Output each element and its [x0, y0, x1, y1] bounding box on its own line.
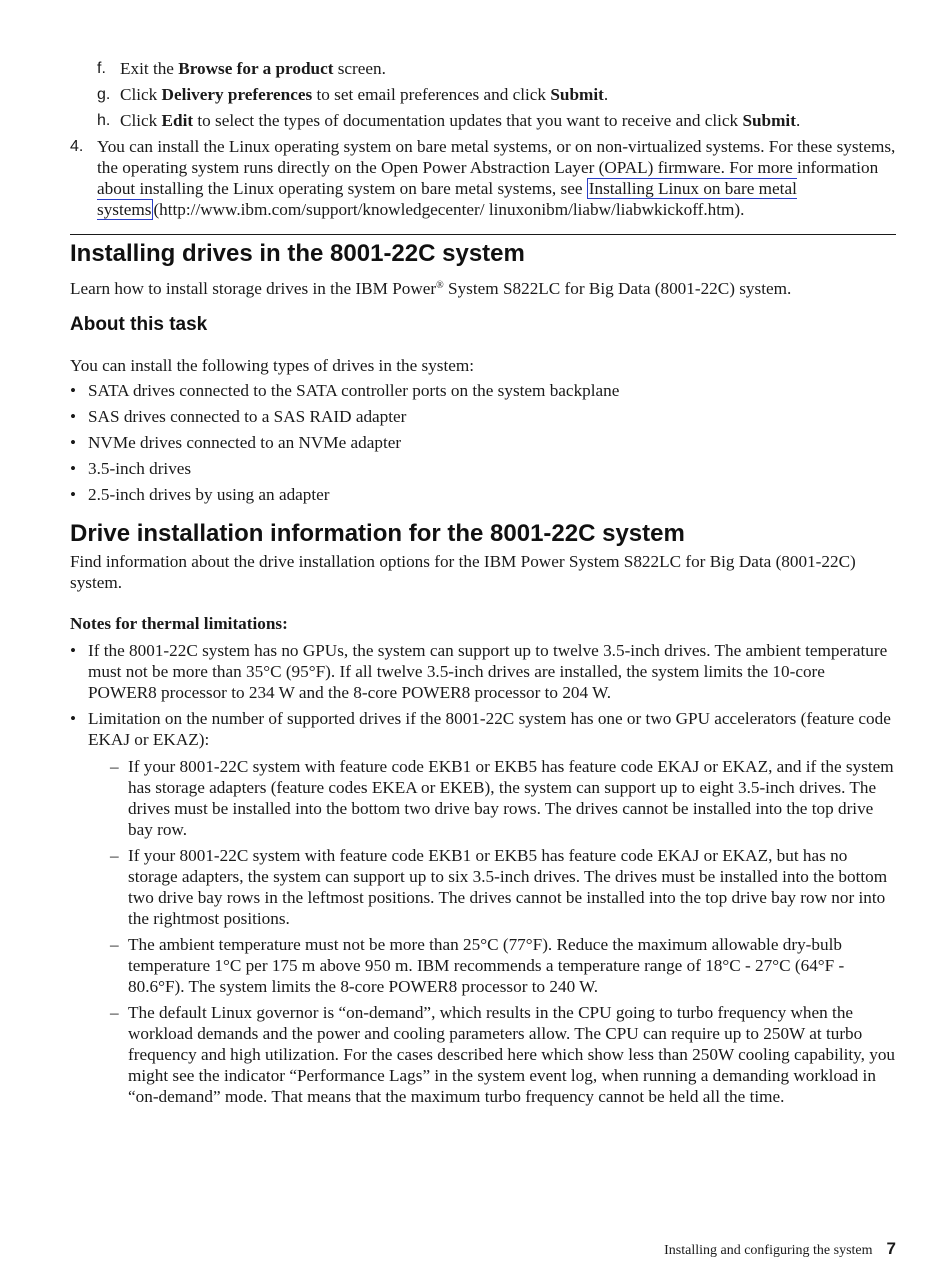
gpu-limitation-sublist [88, 756, 896, 1107]
list-item: • Limitation on the number of supported drives if the 8001-22C system has one or two GPU accelerators (feature code EKAJ or EKAZ): – If your 8001-22C system with feature code EKB1 or EKB5 has feature code EKAJ or EKAZ, and if the system has storage adapters (feature codes EKEA or EKEB), the system can support up to eight 3.5-inch drives. The drives must be installed into the bottom two drive bay rows. The drives cannot be installed into the top drive bay row. – If your 8001-22C system with feature code EKB1 or EKB5 has feature code EKAJ or EKAZ, but has no storage adapters, the system can support up to six 3.5-inch drives. The drives must be installed into the bottom two drive bay rows in the leftmost positions. The drives cannot be installed into the top drive bay row nor into the rightmost positions. – The ambient temperature must not be more than 25°C (77°F). Reduce the maximum allowable dry-bulb temperature 1°C per 175 m above 950 m. IBM recommends a temperature range of 18°C - 27°C (64°F - 80.6°F). The system limits the 8-core POWER8 processor to 240 W. – The default Linux governor is “on-demand”, which results in the CPU going to turbo frequency when the workload demands and the power and cooling parameters allow. The CPU can require up to 250W at turbo frequency and high utilization. For the cases described here which show less than 250W cooling capability, you might see the indicator “Performance Lags” in the system event log, when running a demanding workload in “on-demand” mode. That means that the maximum turbo frequency cannot be held all the time. [70, 709, 896, 1106]
substep-label: f. [97, 60, 106, 77]
substep-text: Exit the Browse for a product screen. [120, 59, 386, 78]
section-intro: Learn how to install storage drives in the IBM Power® System S822LC for Big Data (8001-22C) system. [70, 279, 792, 298]
substep-g [97, 84, 896, 105]
drive-types-list [70, 380, 896, 505]
step-text: You can install the Linux operating system on bare metal systems, or on non-virtualized systems. For these systems, the operating system runs directly on the Open Power Abstraction Layer (OPAL) firmware. For more information about installing the Linux operating system on bare metal systems, see Installing Linux on bare metal systems (http://www.ibm.com/support/knowledgecenter/ linuxonibm/liabw/liabwkickoff.htm). [97, 137, 896, 219]
section-title-installing-drives: Installing drives in the 8001-22C system [70, 240, 525, 267]
bare-metal-link[interactable]: Installing Linux on bare metal systems [97, 179, 797, 219]
section-intro: Find information about the drive installation options for the IBM Power System S822LC for Big Data (8001-22C) system. [70, 552, 856, 592]
substep-h [97, 110, 896, 131]
substep-text: Click Edit to select the types of documentation updates that you want to receive and click Submit. [120, 111, 801, 130]
substep-text: Click Delivery preferences to set email preferences and click Submit. [120, 85, 609, 104]
list-item: • SATA drives connected to the SATA controller ports on the system backplane [70, 381, 620, 400]
list-item: • 2.5-inch drives by using an adapter [70, 485, 330, 504]
substep-f [97, 58, 896, 79]
link-url: (http://www.ibm.com/support/knowledgecenter/ linuxonibm/liabw/liabwkickoff.htm). [153, 200, 745, 219]
step-number: 4. [70, 138, 84, 155]
list-item: – The ambient temperature must not be more than 25°C (77°F). Reduce the maximum allowable dry-bulb temperature 1°C per 175 m above 950 m. IBM recommends a temperature range of 18°C - 27°C (64°F - 80.6°F). The system limits the 8-core POWER8 processor to 240 W. [110, 935, 845, 996]
section-title-drive-installation: Drive installation information for the 8001-22C system [70, 520, 685, 547]
list-item: • If the 8001-22C system has no GPUs, the system can support up to twelve 3.5-inch drives. The ambient temperature must not be more than 35°C (95°F). If all twelve 3.5-inch drives are installed, the system limits the 10-core POWER8 processor to 234 W and the 8-core POWER8 processor to 204 W. [70, 641, 888, 702]
list-item: • NVMe drives connected to an NVMe adapter [70, 433, 402, 452]
page-footer [0, 1238, 896, 1261]
list-item: • SAS drives connected to a SAS RAID adapter [70, 407, 407, 426]
list-item: • 3.5-inch drives [70, 459, 192, 478]
document-page [70, 58, 896, 1117]
drive-types-lead: You can install the following types of drives in the system: [70, 356, 475, 375]
substep-label: h. [97, 112, 111, 129]
footer-title: Installing and configuring the system [664, 1243, 873, 1258]
list-item: – The default Linux governor is “on-demand”, which results in the CPU going to turbo frequency when the workload demands and the power and cooling parameters allow. The CPU can require up to 250W at turbo frequency and high utilization. For the cases described here which show less than 250W cooling capability, you might see the indicator “Performance Lags” in the system event log, when running a demanding workload in “on-demand” mode. That means that the maximum turbo frequency cannot be held all the time. [110, 1003, 896, 1106]
substep-list [97, 58, 896, 131]
substep-label: g. [97, 86, 111, 103]
thermal-notes-list [70, 640, 896, 1112]
step-4 [70, 136, 896, 220]
subsection-title-about-task: About this task [70, 314, 208, 335]
page-number: 7 [886, 1239, 896, 1258]
list-item: – If your 8001-22C system with feature code EKB1 or EKB5 has feature code EKAJ or EKAZ, and if the system has storage adapters (feature codes EKEA or EKEB), the system can support up to eight 3.5-inch drives. The drives must be installed into the bottom two drive bay rows. The drives cannot be installed into the top drive bay row. [110, 757, 894, 839]
section-divider [70, 234, 896, 235]
notes-heading: Notes for thermal limitations: [70, 614, 288, 633]
list-item: – If your 8001-22C system with feature code EKB1 or EKB5 has feature code EKAJ or EKAZ, but has no storage adapters, the system can support up to six 3.5-inch drives. The drives must be installed into the bottom two drive bay rows in the leftmost positions. The drives cannot be installed into the top drive bay row nor into the rightmost positions. [110, 846, 888, 928]
